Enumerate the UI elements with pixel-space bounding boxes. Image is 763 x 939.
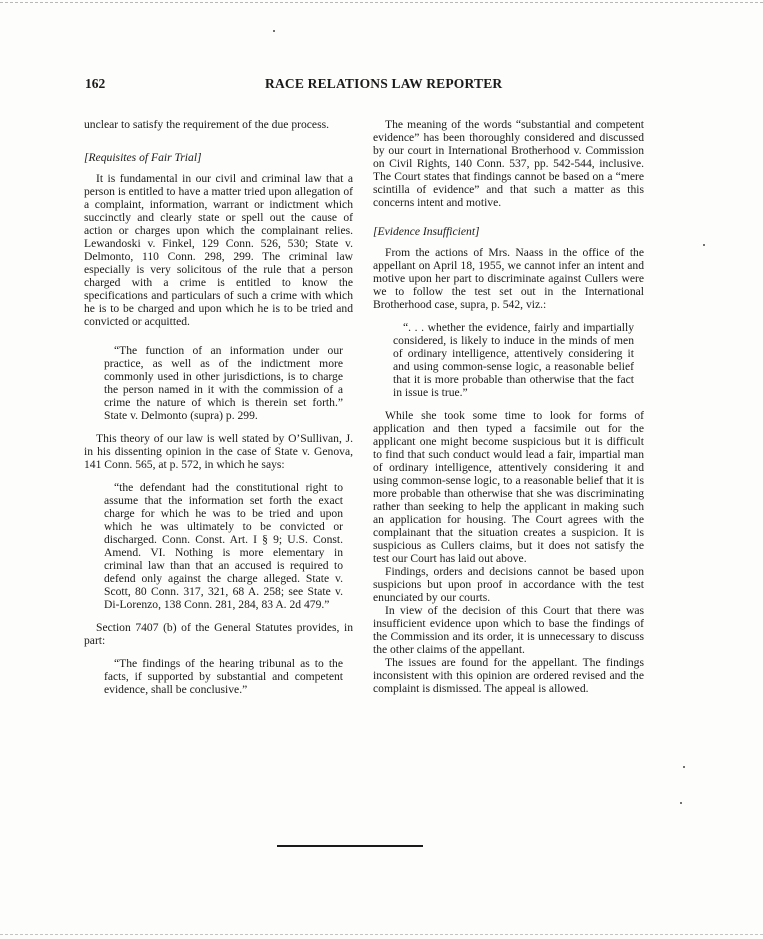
block-quote: “The findings of the hearing tribunal as to the facts, if supported by substantial and competent evidence, shall be conclusive.”	[104, 657, 343, 696]
paragraph: The meaning of the words “substantial and competent evidence” has been thoroughly considered and discussed by our court in International Brotherhood v. Commission on Civil Rights, 140 Conn. 537, pp. 542-544, inclusive. The Court states that findings cannot be based on a “mere scintilla of evidence” and that such a matter as this concerns intent and motive.	[373, 118, 644, 209]
scan-speck	[273, 30, 275, 32]
paragraph: It is fundamental in our civil and criminal law that a person is entitled to have a matter tried upon allegation of a complaint, information, warrant or indictment which succinctly and clearly state or spell out the cause of action or charges upon which the complainant relies. Lewandoski v. Finkel, 129 Conn. 526, 530; State v. Delmonto, 110 Conn. 298, 299. The criminal law especially is very solicitous of the rule that a person charged with a crime is entitled to know the specifications and particulars of such a crime with which he is to be charged and upon which he is to be tried and convicted or acquitted.	[84, 172, 353, 328]
paragraph: In view of the decision of this Court that there was insufficient evidence upon which to base the findings of the Commission and its order, it is unnecessary to discuss the other claims of the appellant.	[373, 604, 644, 656]
running-head: RACE RELATIONS LAW REPORTER	[265, 76, 503, 91]
section-heading: [Requisites of Fair Trial]	[84, 151, 202, 164]
paragraph: While she took some time to look for forms of application and then typed a facsimile out for the applicant one might become suspicious but it is difficult to find that such conduct would lead a fair, impartial man of ordinary intelligence, attentively considering it and using common-sense logic, to a reasonable belief that it is more probable than otherwise that she was discriminating rather than seeking to help the applicant in making such an application for housing. The Court agrees with the complainant that the situation creates a suspicion. It is suspicious as Cullers claims, but it does not satisfy the test our Court has laid out above.	[373, 409, 644, 565]
scan-speck	[680, 802, 682, 804]
paragraph: This theory of our law is well stated by O’Sullivan, J. in his dissenting opinion in the case of State v. Genova, 141 Conn. 565, at p. 572, in which he says:	[84, 432, 353, 471]
page-header	[85, 76, 650, 96]
paragraph: From the actions of Mrs. Naass in the office of the appellant on April 18, 1955, we cannot infer an intent and motive upon her part to discriminate against Cullers were we to follow the test set out in the International Brotherhood case, supra, p. 542, viz.:	[373, 246, 644, 311]
section-heading: [Evidence Insufficient]	[373, 225, 480, 238]
page-number: 162	[85, 76, 106, 91]
left-column	[84, 118, 353, 706]
paragraph: The issues are found for the appellant. The findings inconsistent with this opinion are ordered revised and the complaint is dismissed. The appeal is allowed.	[373, 656, 644, 695]
paragraph: Findings, orders and decisions cannot be based upon suspicions but upon proof in accordance with the test enunciated by our courts.	[373, 565, 644, 604]
block-quote: “. . . whether the evidence, fairly and impartially considered, is likely to induce in the minds of men of ordinary intelligence, attentively considering it and using common-sense logic, a reasonable belief that it is more probable than otherwise that the fact in issue is true.”	[393, 321, 634, 399]
scan-bottom-edge	[0, 934, 763, 935]
scan-top-edge	[0, 2, 763, 3]
block-quote: “The function of an information under our practice, as well as of the indictment more commonly used in other jurisdictions, is to charge the person named in it with the commission of a crime the nature of which is therein set forth.” State v. Delmonto (supra) p. 299.	[104, 344, 343, 422]
end-rule	[277, 845, 423, 847]
right-column	[373, 118, 644, 695]
paragraph: Section 7407 (b) of the General Statutes provides, in part:	[84, 621, 353, 647]
scan-speck	[683, 766, 685, 768]
block-quote: “the defendant had the constitutional right to assume that the information set forth the exact charge for which he was to be tried and upon which he was ultimately to be convicted or discharged. Conn. Const. Art. I § 9; U.S. Const. Amend. VI. Nothing is more elementary in criminal law than that an accused is required to defend only against the charge alleged. State v. Scott, 80 Conn. 317, 321, 68 A. 258; see State v. Di-Lorenzo, 138 Conn. 281, 284, 83 A. 2d 479.”	[104, 481, 343, 611]
paragraph: unclear to satisfy the requirement of the due process.	[84, 118, 329, 131]
scan-speck	[703, 244, 705, 246]
